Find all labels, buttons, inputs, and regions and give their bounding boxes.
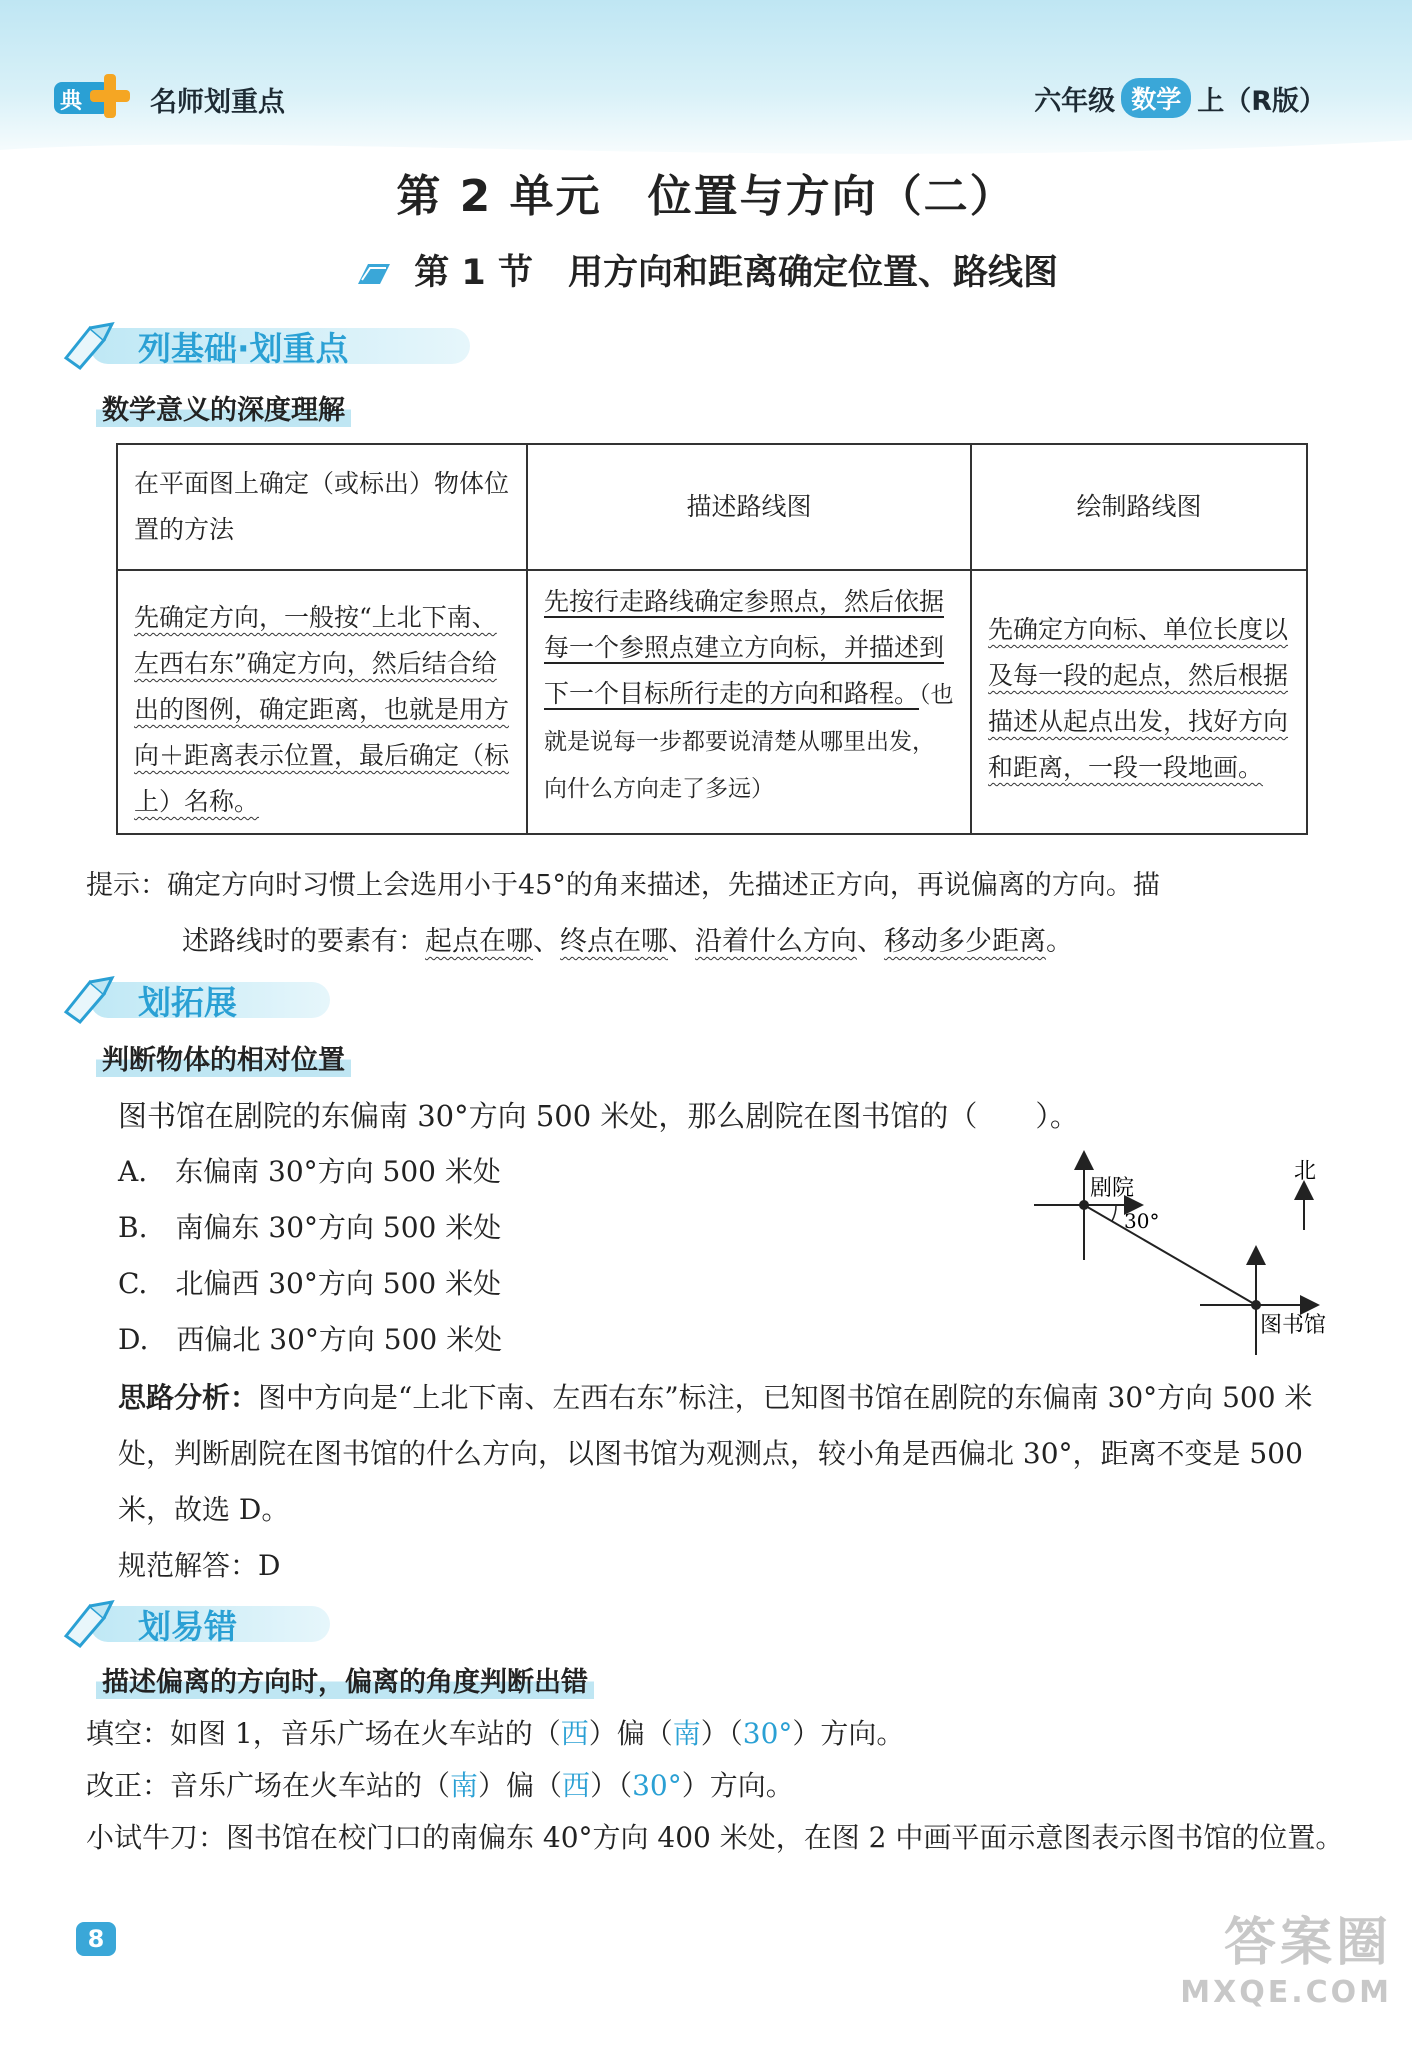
pencil-ribbon-icon (60, 318, 130, 374)
library-point (1251, 1300, 1261, 1310)
option-a: A. 东偏南 30°方向 500 米处 (118, 1155, 501, 1188)
describe-text: 先按行走路线确定参照点，然后依据每一个参照点建立方向标，并描述到下一个目标所行走的方向和路程。 (544, 587, 945, 708)
practice-question: 小试牛刀：图书馆在校门口的南偏东 40°方向 400 米处，在图 2 中画平面示意图表示图书馆的位置。 (86, 1821, 1344, 1854)
fill-answer-3: 30° (742, 1717, 793, 1750)
watermark-url: MXQE.COM (1180, 1975, 1392, 2010)
fill-answer-1: 西 (560, 1717, 589, 1750)
methods-table (116, 443, 1308, 835)
pencil-ribbon-icon (60, 972, 130, 1028)
table-cell-method (117, 570, 527, 834)
element-start: 起点在哪 (425, 926, 533, 957)
route-line (1084, 1205, 1256, 1305)
unit-title: 第 2 单元 位置与方向（二） (396, 171, 1016, 222)
fill-blank-line: 填空：如图 1，音乐广场在火车站的（西）偏（南）（30°）方向。 (86, 1717, 905, 1750)
band-basics (60, 318, 349, 374)
angle-label: 30° (1124, 1209, 1160, 1233)
element-end: 终点在哪 (560, 926, 668, 957)
edition-label: 上（R版） (1197, 85, 1326, 117)
keypoint-relative-position: 判断物体的相对位置 (96, 1038, 351, 1077)
grade-label: 六年级 (1034, 85, 1116, 117)
correct-answer-2: 西 (562, 1769, 591, 1802)
band-extension-label: 划拓展 (138, 982, 237, 1022)
band-basics-label: 列基础·划重点 (138, 328, 349, 368)
table-header-cell: 在平面图上确定（或标出）物体位置的方法 (117, 444, 527, 570)
option-b: B. 南偏东 30°方向 500 米处 (118, 1211, 502, 1244)
band-mistakes (60, 1596, 237, 1652)
hint-block (86, 858, 1346, 970)
angle-arc (1112, 1205, 1116, 1221)
direction-diagram (1020, 1150, 1350, 1370)
brand-logo-icon (52, 70, 140, 122)
table-header-cell: 描述路线图 (527, 444, 971, 570)
svg-text:典: 典 (60, 89, 83, 114)
correction-line: 改正：音乐广场在火车站的（南）偏（西）（30°）方向。 (86, 1769, 794, 1802)
analysis-label: 思路分析： (118, 1381, 259, 1414)
correct-answer-1: 南 (450, 1769, 479, 1802)
element-distance: 移动多少距离 (884, 926, 1046, 957)
table-cell-draw (971, 570, 1307, 834)
table-header-cell: 绘制路线图 (971, 444, 1307, 570)
watermark-main: 答案圈 (1223, 1913, 1392, 1973)
draw-text: 先确定方向标、单位长度以及每一段的起点，然后根据描述从起点出发，找好方向和距离，一段一段地画。 (988, 615, 1289, 782)
table-cell-describe (527, 570, 971, 834)
element-direction: 沿着什么方向 (695, 926, 857, 957)
describe-note: （也就是说每一步都要说清楚从哪里出发，向什么方向走了多远） (544, 682, 954, 802)
library-label: 图书馆 (1260, 1313, 1327, 1338)
watermark (1180, 1900, 1392, 2010)
keypoint-angle-error: 描述偏离的方向时，偏离的角度判断出错 (96, 1660, 594, 1699)
analysis-text: 图中方向是“上北下南、左西右东”标注，已知图书馆在剧院的东偏南 30°方向 500 米处，判断剧院在图书馆的什么方向，以图书馆为观测点，较小角是西偏北 30°，距离不变是 500 米，故选 D。 (118, 1381, 1313, 1526)
method-text: 先确定方向，一般按“上北下南、左西右东”确定方向，然后结合给出的图例，确定距离，也就是用方向＋距离表示位置，最后确定（标上）名称。 (134, 603, 510, 816)
hint-line2: 述路线时的要素有：起点在哪、终点在哪、沿着什么方向、移动多少距离。 (182, 926, 1073, 957)
option-c: C. 北偏西 30°方向 500 米处 (118, 1267, 502, 1300)
band-extension (60, 972, 237, 1028)
fill-answer-2: 南 (672, 1717, 701, 1750)
answer-label: 规范解答： (118, 1549, 259, 1582)
pencil-ribbon-icon (60, 1596, 130, 1652)
section-title (0, 245, 1412, 295)
keypoint-understanding: 数学意义的深度理解 (96, 388, 351, 427)
hint-line1: 确定方向时习惯上会选用小于45°的角来描述，先描述正方向，再说偏离的方向。描 (167, 870, 1160, 901)
band-mistakes-label: 划易错 (138, 1606, 237, 1646)
option-d: D. 西偏北 30°方向 500 米处 (118, 1323, 503, 1356)
table-header-row (117, 444, 1307, 570)
series-name: 名师划重点 (150, 87, 285, 118)
hint-label: 提示： (86, 870, 167, 901)
question-text: 图书馆在剧院的东偏南 30°方向 500 米处，那么剧院在图书馆的（ ）。 (118, 1099, 1079, 1133)
theater-label: 剧院 (1090, 1176, 1135, 1201)
book-info (1034, 78, 1326, 118)
section-title-text: 第 1 节 用方向和距离确定位置、路线图 (414, 253, 1058, 293)
table-row (117, 570, 1307, 834)
analysis-block (118, 1370, 1348, 1594)
north-label: 北 (1294, 1159, 1317, 1184)
book-icon (354, 260, 394, 288)
answer-value: D (258, 1549, 281, 1582)
correct-answer-3: 30° (632, 1769, 682, 1802)
page-number: 8 (76, 1922, 116, 1956)
subject-badge: 数学 (1121, 78, 1191, 118)
